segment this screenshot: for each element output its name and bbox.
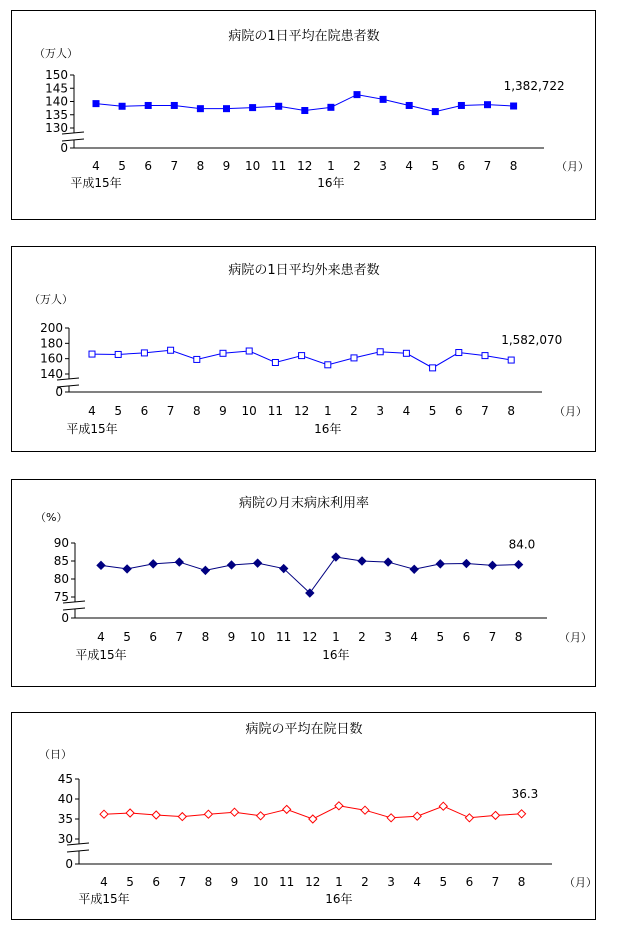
data-point: [489, 561, 497, 569]
x-tick-label: 3: [387, 875, 395, 889]
x-tick-label: 1: [335, 875, 343, 889]
year-label-h16: 16年: [317, 176, 345, 190]
chart-bed-occupancy: [12, 480, 597, 686]
data-point: [224, 106, 230, 112]
data-point: [456, 350, 462, 356]
x-tick-label: 5: [114, 404, 123, 418]
y-tick-label: 135: [45, 107, 68, 122]
data-point: [201, 566, 209, 574]
x-tick-label: 11: [276, 630, 292, 644]
x-tick-label: 9: [222, 159, 231, 173]
data-point: [430, 365, 436, 371]
last-value-label: 1,382,722: [503, 79, 565, 94]
y-tick-label: 85: [53, 554, 69, 568]
x-tick-label: 4: [92, 159, 100, 173]
data-point: [436, 560, 444, 568]
x-tick-label: 5: [123, 630, 131, 644]
x-tick-label: 4: [402, 404, 411, 418]
data-point: [465, 814, 473, 822]
data-point: [384, 558, 392, 566]
y-tick-label: 140: [40, 367, 63, 381]
x-tick-label: 9: [227, 630, 236, 644]
y-tick-label: 0: [61, 611, 69, 625]
x-tick-label: 6: [462, 630, 471, 644]
data-point: [283, 805, 291, 813]
x-tick-label: 7: [491, 875, 500, 889]
x-tick-label: 1: [327, 159, 335, 173]
data-point: [145, 102, 151, 108]
x-tick-label: 12: [297, 159, 313, 173]
year-label-h15: 平成15年: [70, 176, 122, 190]
x-tick-label: 9: [230, 875, 239, 889]
x-tick-label: 5: [439, 875, 448, 889]
x-tick-label: 6: [140, 404, 149, 418]
chart-inpatients: [12, 11, 597, 219]
y-tick-label: 140: [45, 94, 68, 109]
x-tick-label: 12: [305, 875, 321, 889]
chart-title: 病院の平均在院日数: [245, 722, 363, 737]
x-tick-label: 8: [192, 404, 201, 418]
x-unit-label: （月）: [556, 160, 589, 173]
data-point: [141, 350, 147, 356]
data-point: [439, 802, 447, 810]
x-tick-label: 2: [350, 404, 358, 418]
x-tick-label: 8: [509, 159, 518, 173]
x-tick-label: 7: [488, 630, 497, 644]
data-point: [175, 558, 183, 566]
data-point: [299, 353, 305, 359]
data-point: [309, 815, 317, 823]
data-point: [387, 814, 395, 822]
chart-title: 病院の1日平均在院患者数: [228, 29, 380, 44]
y-tick-label: 130: [45, 121, 68, 135]
data-point: [228, 561, 236, 569]
data-point: [462, 560, 470, 568]
y-tick-label: 0: [55, 385, 63, 399]
x-tick-label: 11: [279, 875, 295, 889]
data-point: [377, 349, 383, 355]
y-tick-label: 160: [40, 351, 63, 366]
data-point: [351, 355, 357, 361]
data-point: [194, 356, 200, 362]
data-point: [100, 810, 108, 818]
x-tick-label: 8: [201, 630, 210, 644]
x-unit-label: （月）: [554, 405, 587, 418]
x-tick-label: 5: [428, 404, 437, 418]
data-point: [250, 105, 256, 111]
data-point: [361, 806, 369, 814]
data-point: [458, 102, 464, 108]
year-label-h16: 16年: [314, 422, 342, 436]
data-point: [518, 810, 526, 818]
data-point: [515, 561, 523, 569]
x-tick-label: 3: [384, 630, 392, 644]
x-tick-label: 7: [481, 404, 489, 418]
x-tick-label: 9: [219, 404, 227, 418]
data-point: [354, 92, 360, 98]
y-tick-label: 80: [53, 572, 69, 586]
x-tick-label: 8: [196, 159, 205, 173]
x-tick-label: 6: [152, 875, 161, 889]
x-tick-label: 6: [454, 404, 463, 418]
chart-avg-stay: [12, 713, 597, 919]
data-point: [325, 362, 331, 368]
y-tick-label: 0: [65, 857, 73, 871]
data-point: [119, 103, 125, 109]
x-tick-label: 6: [144, 159, 153, 173]
y-tick-label: 200: [40, 321, 63, 335]
year-label-h15: 平成15年: [78, 892, 130, 906]
x-tick-label: 7: [178, 875, 187, 889]
x-tick-label: 10: [244, 159, 261, 173]
data-point: [149, 560, 157, 568]
year-label-h15: 平成15年: [66, 422, 118, 436]
year-label-h16: 16年: [325, 892, 353, 906]
x-tick-label: 6: [149, 630, 158, 644]
data-point: [257, 812, 265, 820]
data-point: [406, 102, 412, 108]
data-point: [410, 565, 418, 573]
x-tick-label: 12: [293, 404, 310, 418]
x-tick-label: 7: [483, 159, 492, 173]
chart-panel-inpatients: [11, 10, 596, 220]
data-point: [126, 809, 134, 817]
data-point: [276, 103, 282, 109]
x-tick-label: 10: [252, 875, 269, 889]
x-tick-label: 2: [361, 875, 369, 889]
y-tick-label: 75: [53, 590, 69, 604]
chart-outpatients: [12, 247, 597, 451]
x-tick-label: 4: [97, 630, 105, 644]
series-line: [101, 557, 519, 593]
x-tick-label: 6: [457, 159, 466, 173]
data-point: [380, 96, 386, 102]
y-tick-label: 180: [40, 336, 63, 351]
data-point: [204, 810, 212, 818]
chart-panel-avg-stay: [11, 712, 596, 920]
x-tick-label: 3: [379, 159, 387, 173]
data-point: [197, 106, 203, 112]
data-point: [254, 559, 262, 567]
data-point: [413, 812, 421, 820]
year-label-h16: 16年: [322, 648, 350, 662]
last-value-label: 36.3: [511, 786, 539, 801]
data-point: [168, 347, 174, 353]
data-point: [220, 350, 226, 356]
x-tick-label: 10: [249, 630, 266, 644]
last-value-label: 1,582,070: [501, 333, 563, 348]
x-tick-label: 1: [323, 404, 332, 418]
data-point: [152, 811, 160, 819]
x-tick-label: 8: [514, 630, 523, 644]
data-point: [432, 109, 438, 115]
y-unit-label: （万人）: [34, 47, 78, 60]
data-point: [272, 360, 278, 366]
x-tick-label: 7: [170, 159, 179, 173]
y-unit-label: （%）: [35, 511, 68, 524]
x-tick-label: 8: [204, 875, 213, 889]
x-tick-label: 10: [241, 404, 257, 418]
x-tick-label: 2: [358, 630, 366, 644]
y-tick-label: 45: [57, 772, 73, 786]
x-tick-label: 7: [166, 404, 175, 418]
last-value-label: 84.0: [508, 537, 536, 552]
data-point: [246, 348, 252, 354]
data-point: [485, 102, 491, 108]
x-tick-label: 8: [517, 875, 526, 889]
x-tick-label: 1: [332, 630, 340, 644]
x-tick-label: 4: [405, 159, 414, 173]
x-tick-label: 3: [376, 404, 385, 418]
x-tick-label: 6: [465, 875, 474, 889]
chart-title: 病院の1日平均外来患者数: [228, 263, 380, 278]
y-tick-label: 35: [57, 812, 73, 826]
data-point: [508, 357, 514, 363]
data-point: [302, 108, 308, 114]
data-point: [171, 102, 177, 108]
x-tick-label: 4: [410, 630, 419, 644]
data-point: [328, 104, 334, 110]
data-point: [403, 350, 409, 356]
y-tick-label: 90: [53, 536, 69, 550]
x-tick-label: 4: [88, 404, 96, 418]
x-tick-label: 11: [271, 159, 287, 173]
x-tick-label: 8: [507, 404, 516, 418]
x-tick-label: 2: [353, 159, 361, 173]
data-point: [115, 351, 121, 357]
chart-panel-outpatients: [11, 246, 596, 452]
x-tick-label: 5: [431, 159, 440, 173]
data-point: [511, 103, 517, 109]
data-point: [231, 808, 239, 816]
year-label-h15: 平成15年: [75, 648, 127, 662]
x-tick-label: 5: [126, 875, 134, 889]
y-tick-label: 150: [45, 68, 68, 82]
x-unit-label: （月）: [564, 876, 597, 889]
x-tick-label: 5: [118, 159, 126, 173]
y-unit-label: （万人）: [29, 293, 73, 306]
x-tick-label: 7: [175, 630, 184, 644]
x-tick-label: 11: [267, 404, 284, 418]
data-point: [335, 802, 343, 810]
data-point: [332, 553, 340, 561]
x-tick-label: 5: [436, 630, 445, 644]
data-point: [89, 351, 95, 357]
data-point: [123, 565, 131, 573]
data-point: [178, 813, 186, 821]
data-point: [97, 561, 105, 569]
data-point: [492, 811, 500, 819]
y-unit-label: （日）: [39, 748, 72, 761]
y-tick-label: 0: [60, 141, 68, 155]
x-tick-label: 4: [413, 875, 422, 889]
y-tick-label: 40: [57, 792, 73, 806]
y-tick-label: 145: [45, 81, 68, 96]
data-point: [482, 353, 488, 359]
chart-title: 病院の月末病床利用率: [238, 496, 370, 511]
y-tick-label: 30: [57, 832, 73, 846]
data-point: [93, 101, 99, 107]
chart-panel-bed-occupancy: [11, 479, 596, 687]
data-point: [358, 557, 366, 565]
x-tick-label: 12: [302, 630, 318, 644]
x-unit-label: （月）: [559, 631, 592, 644]
x-tick-label: 4: [100, 875, 108, 889]
